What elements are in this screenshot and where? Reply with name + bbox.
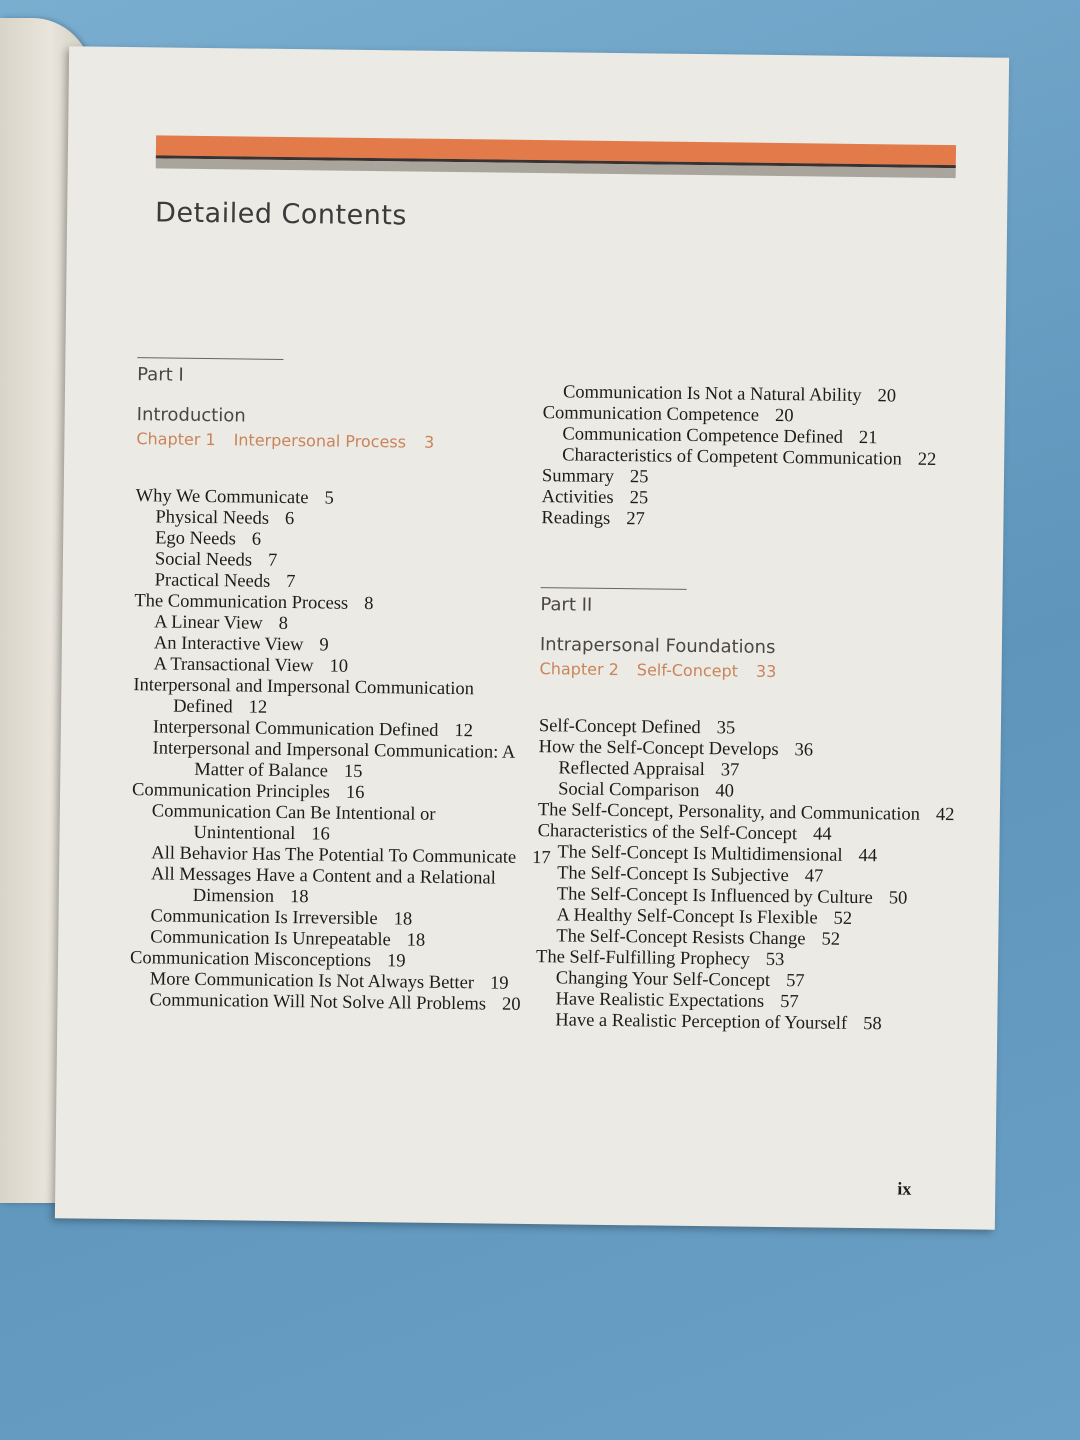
chapter-page: 33 xyxy=(755,661,777,681)
toc-entry-page: 20 xyxy=(501,994,521,1015)
toc-entry-page: 20 xyxy=(877,386,897,407)
toc-entry-title: The Self-Fulfilling Prophecy xyxy=(535,947,750,970)
toc-entry-page: 53 xyxy=(765,949,785,971)
toc-entry xyxy=(132,738,552,785)
toc-entry-page: 6 xyxy=(284,508,295,530)
toc-entry-page: 21 xyxy=(858,427,878,449)
toc-entry-title: Social Comparison xyxy=(558,779,700,802)
toc-entry xyxy=(133,675,553,722)
toc-list-left xyxy=(129,486,555,1016)
toc-entry-page: 16 xyxy=(311,824,330,845)
toc-entry-title: A Linear View xyxy=(154,612,263,634)
toc-entry-page: 18 xyxy=(393,909,413,930)
chapter-label: Chapter 2 xyxy=(539,659,619,680)
toc-entry-page: 8 xyxy=(278,613,289,635)
chapter-title: Self-Concept xyxy=(636,660,739,681)
toc-entry-title: Have a Realistic Perception of Yourself xyxy=(555,1010,848,1034)
toc-entry-page: 10 xyxy=(329,656,349,677)
toc-entry xyxy=(131,864,551,911)
toc-entry-page: 57 xyxy=(780,992,799,1013)
toc-entry-page: 19 xyxy=(386,951,406,972)
chapter-label: Chapter 1 xyxy=(136,429,216,450)
chapter-heading xyxy=(136,429,556,453)
toc-entry-page: 25 xyxy=(629,467,649,488)
toc-entry-title: The Self-Concept Resists Change xyxy=(556,926,806,950)
toc-entry xyxy=(535,1010,955,1036)
part-title: Intrapersonal Foundations xyxy=(539,634,776,658)
toc-entry-title: Summary xyxy=(541,466,615,487)
toc-entry-page: 7 xyxy=(286,571,296,593)
toc-entry-page: 52 xyxy=(821,929,841,950)
toc-entry-page: 18 xyxy=(289,887,309,908)
left-column xyxy=(129,357,557,1016)
toc-entry xyxy=(131,801,551,848)
page-title: Detailed Contents xyxy=(154,197,408,232)
chapter-title: Interpersonal Process xyxy=(233,430,407,452)
toc-list-right-bottom xyxy=(535,716,959,1036)
part-label: Part II xyxy=(540,594,593,616)
toc-entry-page: 22 xyxy=(917,449,937,470)
toc-entry-page: 20 xyxy=(774,405,794,427)
toc-entry-title: Activities xyxy=(541,487,614,508)
toc-entry-page: 40 xyxy=(715,781,735,802)
toc-entry-title: Practical Needs xyxy=(154,570,271,592)
toc-entry-title: Communication Principles xyxy=(131,780,331,803)
toc-entry-page: 35 xyxy=(716,718,736,739)
toc-entry-title: Communication Misconceptions xyxy=(129,948,372,972)
toc-entry-title: Interpersonal Communication Defined xyxy=(152,717,439,741)
toc-entry-title: Communication Can Be Intentional or Unintentional xyxy=(151,801,436,845)
toc-entry-title: Changing Your Self-Concept xyxy=(555,968,771,991)
toc-entry-page: 19 xyxy=(489,973,509,994)
toc-entry-title: A Healthy Self-Concept Is Flexible xyxy=(556,905,818,929)
toc-entry-title: Communication Competence xyxy=(542,403,760,426)
right-column xyxy=(535,382,963,1036)
toc-entry-page: 8 xyxy=(364,593,374,615)
part-title: Introduction xyxy=(136,404,246,427)
toc-entry-title: Ego Needs xyxy=(155,528,236,550)
toc-entry-page: 44 xyxy=(858,846,878,867)
toc-entry-title: The Self-Concept Is Multidimensional xyxy=(557,842,843,866)
toc-list-right-top xyxy=(541,382,963,534)
toc-entry-page: 18 xyxy=(406,930,426,951)
toc-entry-page: 5 xyxy=(324,488,334,509)
toc-entry-page: 6 xyxy=(251,529,262,550)
toc-entry-title: The Self-Concept Is Subjective xyxy=(557,863,789,887)
toc-entry-page: 36 xyxy=(794,740,814,761)
toc-entry-page: 52 xyxy=(833,908,853,929)
page-number: ix xyxy=(897,1178,912,1199)
toc-entry-title: All Behavior Has The Potential To Communicate xyxy=(151,843,517,868)
toc-entry-title: The Self-Concept Is Influenced by Culture xyxy=(556,884,873,909)
toc-entry-title: Characteristics of Competent Communication xyxy=(562,445,902,470)
toc-entry-page: 15 xyxy=(343,761,363,782)
chapter-page: 3 xyxy=(423,432,435,452)
toc-entry-page: 12 xyxy=(454,721,474,742)
toc-entry-title: Communication Is Unrepeatable xyxy=(150,927,391,951)
toc-entry-title: All Messages Have a Content and a Relational Dimension xyxy=(150,864,496,907)
chapter-heading xyxy=(540,659,960,683)
toc-entry-page: 57 xyxy=(786,971,805,992)
toc-entry-title: Physical Needs xyxy=(155,507,270,529)
book-page xyxy=(55,46,1009,1229)
toc-entry-page: 58 xyxy=(863,1014,882,1035)
toc-entry-page: 12 xyxy=(248,697,268,718)
toc-entry-page: 42 xyxy=(935,804,955,826)
toc-entry-title: The Self-Concept, Personality, and Communication xyxy=(537,800,921,825)
toc-entry-title: Have Realistic Expectations xyxy=(555,989,765,1012)
toc-entry xyxy=(129,990,549,1016)
toc-entry-page: 17 xyxy=(532,848,551,869)
toc-entry-page: 44 xyxy=(812,824,832,845)
toc-entry-title: How the Self-Concept Develops xyxy=(538,737,779,761)
toc-entry-title: An Interactive View xyxy=(153,633,304,656)
toc-entry-title: Characteristics of the Self-Concept xyxy=(537,821,798,845)
part-label: Part I xyxy=(137,364,184,386)
toc-entry-title: The Communication Process xyxy=(134,591,349,614)
toc-entry-title: Communication Competence Defined xyxy=(562,424,844,448)
toc-entry-title: Interpersonal and Impersonal Communication Defined xyxy=(133,675,475,718)
toc-entry-page: 37 xyxy=(720,760,740,781)
toc-entry-title: Readings xyxy=(541,508,611,529)
toc-entry-title: A Transactional View xyxy=(153,654,314,677)
toc-entry-title: Social Needs xyxy=(154,549,253,571)
toc-entry-page: 16 xyxy=(345,782,365,803)
toc-entry-title: More Communication Is Not Always Better xyxy=(149,969,475,994)
toc-entry-page: 50 xyxy=(888,888,908,909)
toc-entry-page: 9 xyxy=(319,635,329,656)
toc-entry-title: Reflected Appraisal xyxy=(558,758,705,781)
toc-entry-title: Communication Will Not Solve All Problems xyxy=(149,990,487,1015)
toc-entry-title: Self-Concept Defined xyxy=(538,716,701,739)
toc-entry-page: 47 xyxy=(804,866,824,887)
toc-entry-page: 25 xyxy=(629,488,649,509)
toc-entry-title: Interpersonal and Impersonal Communication: A Matter of Balance xyxy=(152,738,515,782)
toc-entry-page: 7 xyxy=(267,550,278,571)
toc-entry-title: Communication Is Irreversible xyxy=(150,906,378,930)
part-divider xyxy=(137,357,283,360)
toc-entry-page: 27 xyxy=(626,509,645,530)
toc-entry-title: Communication Is Not a Natural Ability xyxy=(562,382,862,407)
toc-entry-title: Why We Communicate xyxy=(135,486,309,509)
